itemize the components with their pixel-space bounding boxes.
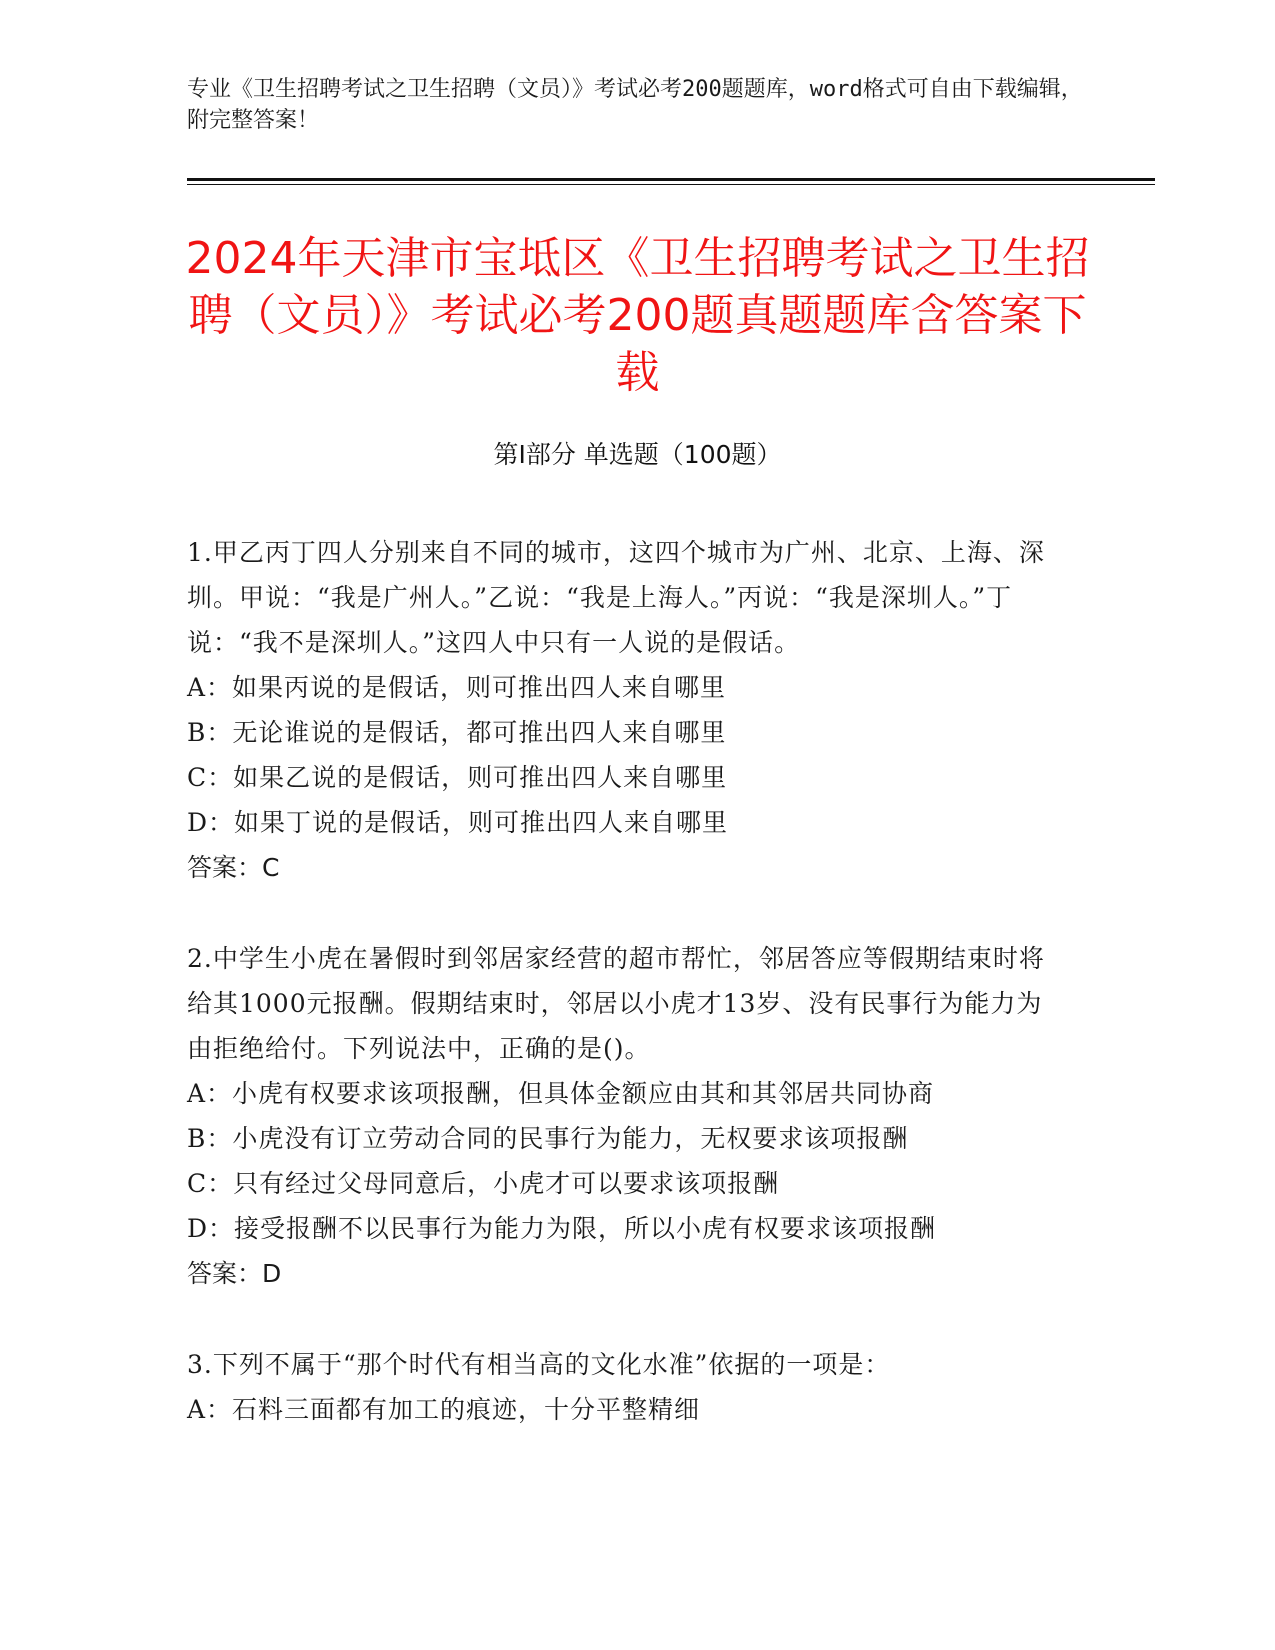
option-a: A：石料三面都有加工的痕迹，十分平整精细 [187, 1395, 701, 1424]
option-c: C：只有经过父母同意后，小虎才可以要求该项报酬 [187, 1169, 780, 1198]
option-b: B：无论谁说的是假话，都可推出四人来自哪里 [187, 718, 727, 747]
option-d: D：接受报酬不以民事行为能力为限，所以小虎有权要求该项报酬 [187, 1214, 937, 1243]
question-stem: 1.甲乙丙丁四人分别来自不同的城市，这四个城市为广州、北京、上海、深圳。甲说：“我是广州人。”乙说：“我是上海人。”丙说：“我是深圳人。”丁说：“我不是深圳人。”这四人中只有一人说的是假话。 [187, 538, 1045, 657]
answer: 答案：C [187, 853, 280, 882]
option-a: A：小虎有权要求该项报酬，但具体金额应由其和其邻居共同协商 [187, 1079, 935, 1108]
document-title: 2024年天津市宝坻区《卫生招聘考试之卫生招聘（文员）》考试必考200题真题题库含答案下载 [185, 233, 1090, 398]
question-stem: 2.中学生小虎在暑假时到邻居家经营的超市帮忙，邻居答应等假期结束时将给其1000元报酬。假期结束时，邻居以小虎才13岁、没有民事行为能力为由拒绝给付。下列说法中，正确的是()。 [187, 944, 1045, 1063]
header-note: 专业《卫生招聘考试之卫生招聘（文员）》考试必考200题题库，word格式可自由下载编辑，附完整答案！ [187, 77, 1083, 133]
option-a: A：如果丙说的是假话，则可推出四人来自哪里 [187, 673, 727, 702]
answer: 答案：D [187, 1259, 282, 1288]
section-title: 第Ⅰ部分 单选题（100题） [493, 440, 782, 469]
question-2 [187, 936, 1067, 1296]
header-divider-thin [187, 184, 1155, 185]
option-d: D：如果丁说的是假话，则可推出四人来自哪里 [187, 808, 729, 837]
question-stem: 3.下列不属于“那个时代有相当高的文化水准”依据的一项是： [187, 1350, 891, 1379]
option-c: C：如果乙说的是假话，则可推出四人来自哪里 [187, 763, 728, 792]
question-list [187, 530, 1067, 1478]
question-3 [187, 1342, 1067, 1432]
header-divider-thick [187, 178, 1155, 181]
option-b: B：小虎没有订立劳动合同的民事行为能力，无权要求该项报酬 [187, 1124, 909, 1153]
question-1 [187, 530, 1067, 890]
